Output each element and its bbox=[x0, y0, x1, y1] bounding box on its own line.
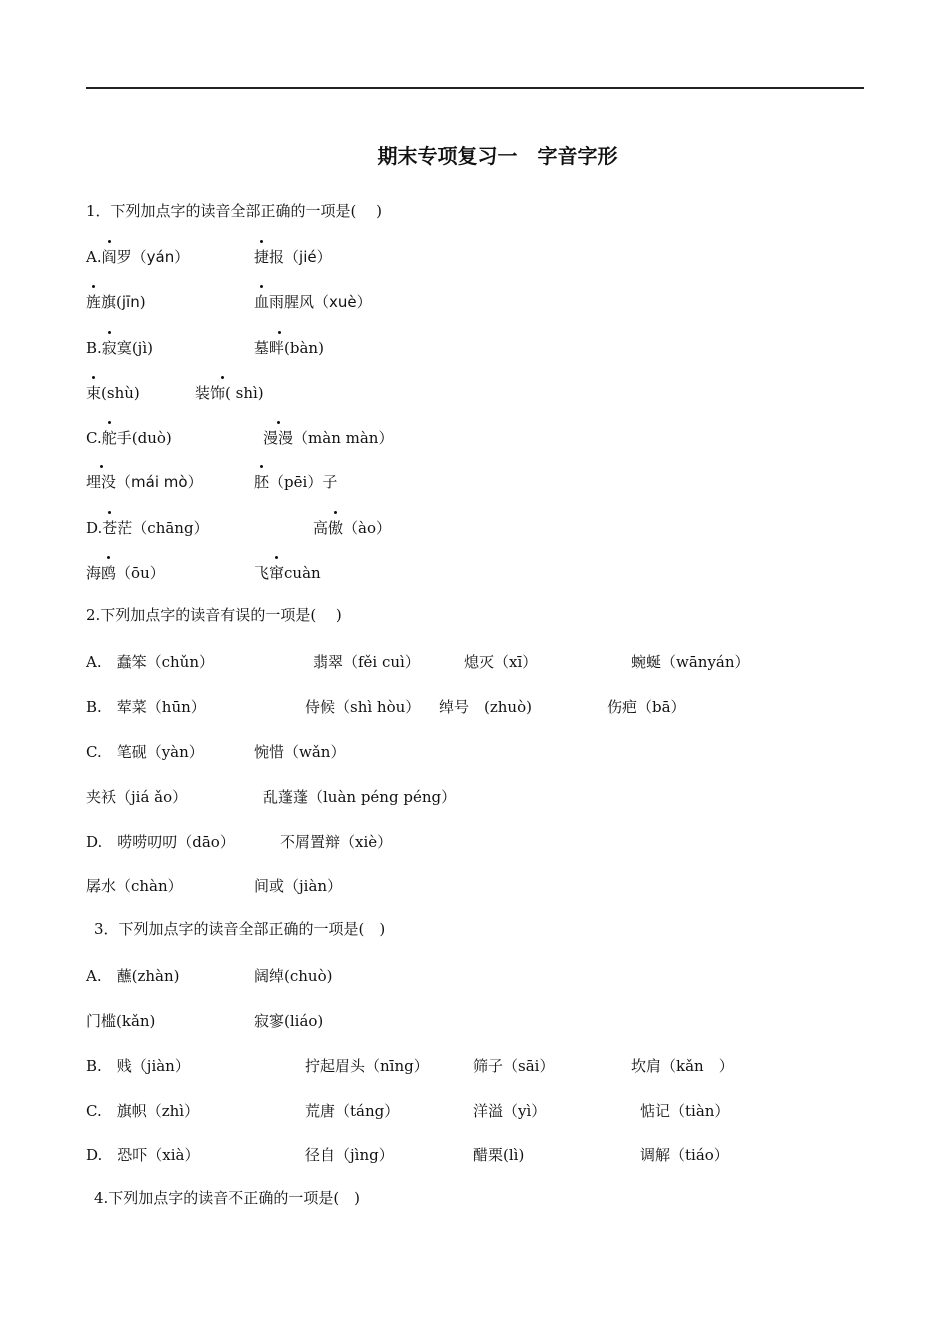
q3-option-c: C. 旗帜（zhì） 荒唐（táng） 洋溢（yì） 惦记（tiàn） bbox=[86, 1102, 730, 1120]
q1-option-b-item-3: 束(shù) bbox=[86, 384, 140, 402]
q1-option-a-item-4: 血雨腥风（xuè） bbox=[254, 293, 372, 311]
question-3-stem: 3．下列加点字的读音全部正确的一项是( ) bbox=[94, 920, 386, 938]
q2-option-d-cont: 孱水（chàn） 间或（jiàn） bbox=[86, 877, 343, 895]
q1-line-7 bbox=[0, 517, 950, 541]
q1-line-3 bbox=[0, 337, 950, 361]
q1-line-1 bbox=[0, 246, 950, 270]
q2-option-b: B. 荤菜（hūn） 侍候（shì hòu） 绰号 (zhuò) 伤疤（bā） bbox=[86, 698, 686, 716]
q2-option-c: C. 笔砚（yàn） 惋惜（wǎn） bbox=[86, 743, 346, 761]
q1-option-c-item-1: C.舵手(duò) bbox=[86, 429, 172, 447]
q1-option-c-item-2: 漫漫（màn màn） bbox=[263, 429, 394, 447]
q3-option-b: B. 贱（jiàn） 拧起眉头（nīng） 筛子（sāi） 坎肩（kǎn ） bbox=[86, 1057, 734, 1075]
q1-option-a-item-1: A.阎罗（yán） bbox=[86, 248, 190, 266]
q2-option-a: A. 蠢笨（chǔn） 翡翠（fěi cuì） 熄灭（xī） 蜿蜒（wānyán） bbox=[86, 653, 750, 671]
q1-option-d-item-3: 海鸥（ōu） bbox=[86, 564, 165, 582]
q1-option-d-item-4: 飞窜cuàn bbox=[254, 564, 321, 582]
q1-line-6 bbox=[0, 471, 950, 495]
question-2-stem: 2.下列加点字的读音有误的一项是( ) bbox=[86, 606, 342, 624]
q1-line-5 bbox=[0, 427, 950, 451]
q2-option-d: D. 唠唠叨叨（dāo） 不屑置辩（xiè） bbox=[86, 833, 393, 851]
question-1-stem: 1．下列加点字的读音全部正确的一项是( ) bbox=[86, 202, 383, 220]
q1-option-b-item-2: 墓畔(bàn) bbox=[254, 339, 324, 357]
q1-option-d-item-1: D.苍茫（chāng） bbox=[86, 519, 209, 537]
q1-line-4 bbox=[0, 382, 950, 406]
q2-option-c-cont: 夹袄（jiá ǎo） 乱蓬蓬（luàn péng péng） bbox=[86, 788, 457, 806]
q3-option-d: D. 恐吓（xià） 径自（jìng） 醋栗(lì) 调解（tiáo） bbox=[86, 1146, 729, 1164]
q1-option-d-item-2: 高傲（ào） bbox=[313, 519, 392, 537]
q1-option-b-item-1: B.寂寞(jì) bbox=[86, 339, 153, 357]
q1-option-a-item-2: 捷报（jié） bbox=[254, 248, 332, 266]
q1-line-8 bbox=[0, 562, 950, 586]
q1-line-2 bbox=[0, 291, 950, 315]
q1-option-c-item-4: 胚（pēi）子 bbox=[254, 473, 338, 491]
q3-option-a-cont: 门槛(kǎn) 寂寥(liáo) bbox=[86, 1012, 324, 1030]
q1-option-c-item-3: 埋没（mái mò） bbox=[86, 473, 203, 491]
question-4-stem: 4.下列加点字的读音不正确的一项是( ) bbox=[94, 1189, 361, 1207]
q1-option-a-item-3: 旌旗(jīn) bbox=[86, 293, 146, 311]
header-rule bbox=[86, 87, 864, 89]
q3-option-a: A. 蘸(zhàn) 阔绰(chuò) bbox=[86, 967, 333, 985]
page-title: 期末专项复习一 字音字形 bbox=[377, 144, 618, 168]
q1-option-b-item-4: 装饰( shì) bbox=[195, 384, 264, 402]
